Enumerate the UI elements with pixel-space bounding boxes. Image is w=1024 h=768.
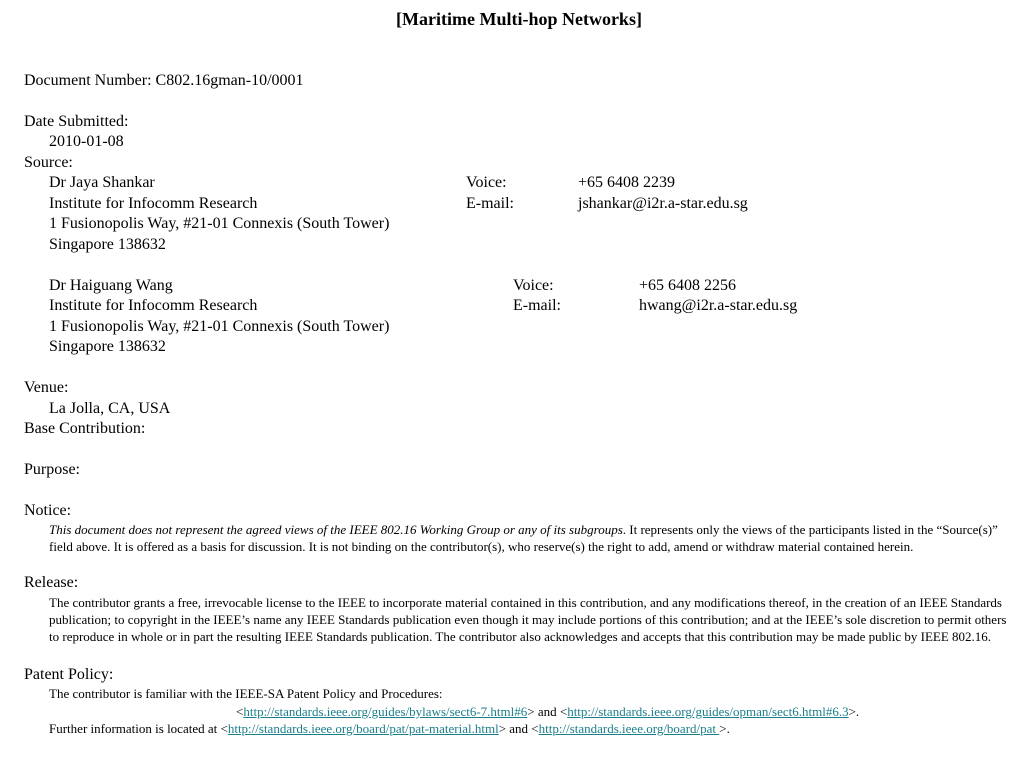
end-text: >. [848,704,860,719]
voice-label: Voice: [466,174,507,191]
end-text: >. [719,721,730,736]
notice-label: Notice: [24,502,72,519]
notice-italic-text: This document does not represent the agreed views of the IEEE 802.16 Working Group or any of its subgroups [49,522,623,537]
source-label: Source: [24,154,73,171]
venue-label: Venue: [24,379,69,396]
author-org: Institute for Infocomm Research [49,195,258,212]
bylaws-link[interactable]: http://standards.ieee.org/guides/bylaws/sect6-7.html#6 [243,704,528,719]
author-name: Dr Jaya Shankar [49,174,155,191]
opman-link[interactable]: http://standards.ieee.org/guides/opman/sect6.html#6.3 [567,704,849,719]
email-value: hwang@i2r.a-star.edu.sg [639,297,798,314]
further-info-text: Further information is located at < [49,721,228,736]
pat-material-link[interactable]: http://standards.ieee.org/board/pat/pat-material.html [227,721,499,736]
email-label: E-mail: [466,195,514,212]
email-label: E-mail: [513,297,561,314]
date-submitted-value: 2010-01-08 [49,133,124,150]
date-submitted-label: Date Submitted: [24,113,129,130]
author-name: Dr Haiguang Wang [49,277,173,294]
author-address-line1: 1 Fusionopolis Way, #21-01 Connexis (South Tower) [49,215,390,232]
notice-text [49,521,1019,555]
author-address-line2: Singapore 138632 [49,338,166,355]
voice-value: +65 6408 2256 [639,277,737,294]
patent-policy-links-line [236,703,859,720]
base-contribution-label: Base Contribution: [24,420,146,437]
venue-value: La Jolla, CA, USA [49,400,171,417]
board-pat-link[interactable]: http://standards.ieee.org/board/pat [538,721,720,736]
lt-symbol: < [236,704,244,719]
email-value: jshankar@i2r.a-star.edu.sg [578,195,748,212]
release-label: Release: [24,574,79,591]
author-org: Institute for Infocomm Research [49,297,258,314]
document-number: Document Number: C802.16gman-10/0001 [24,72,304,89]
patent-policy-label: Patent Policy: [24,666,114,683]
notice-rest-text: . It represents only the views of the participants listed in the “Source(s)” field above. It is offered as a basis for discussion. It is not binding on the contributor(s), who reserve(s) the right to add, amend or withdraw material contained herein. [49,522,998,554]
page-title: [Maritime Multi-hop Networks] [396,9,642,29]
author-address-line2: Singapore 138632 [49,236,166,253]
release-text: The contributor grants a free, irrevocable license to the IEEE to incorporate material contained in this contribution, and any modifications thereof, in the creation of an IEEE Standards publication; to copyright in the IEEE’s name any IEEE Standards publication even though it may include portions of this contribution; and at the IEEE’s sole discretion to permit others to reproduce in whole or in part the resulting IEEE Standards publication. The contributor also acknowledges and accepts that this contribution may be made public by IEEE 802.16. [49,595,1007,644]
patent-policy-intro: The contributor is familiar with the IEEE-SA Patent Policy and Procedures: [49,686,443,701]
and-text: > and < [527,704,568,719]
further-info-line [49,720,730,737]
and-text: > and < [498,721,539,736]
author-address-line1: 1 Fusionopolis Way, #21-01 Connexis (South Tower) [49,318,390,335]
purpose-label: Purpose: [24,461,80,478]
voice-value: +65 6408 2239 [578,174,676,191]
voice-label: Voice: [513,277,554,294]
